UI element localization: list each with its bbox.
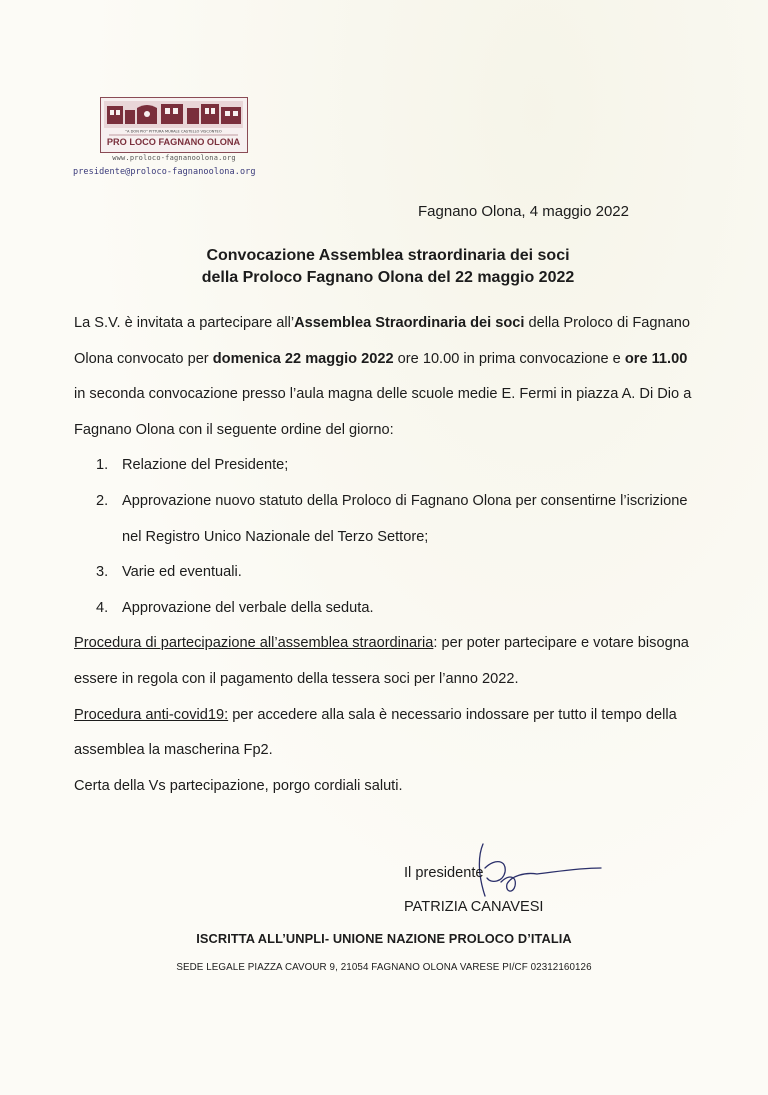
logo-name: PRO LOCO FAGNANO OLONA	[106, 137, 241, 147]
closing-line: Certa della Vs partecipazione, porgo cordiali saluti.	[74, 777, 403, 794]
proloco-logo	[100, 97, 248, 153]
footer-affiliation: ISCRITTA ALL’UNPLI- UNIONE NAZIONE PROLOCO D’ITALIA	[196, 931, 572, 946]
letter-date: Fagnano Olona, 4 maggio 2022	[418, 203, 629, 220]
agenda-number: 3.	[96, 564, 109, 581]
covid-procedure-label: Procedura anti-covid19:	[74, 706, 229, 723]
intro-text-1: La S.V. è invitata a partecipare all’	[74, 315, 295, 331]
castle-mural-icon	[101, 98, 246, 151]
intro-paragraph	[74, 306, 694, 448]
title-line-2: della Proloco Fagnano Olona del 22 maggio 2022	[201, 269, 575, 286]
agenda-number: 4.	[96, 599, 109, 616]
participation-procedure-text: : per poter partecipare e votare bisogna essere in regola con il pagamento della tessera soci per l’anno 2022.	[74, 635, 689, 687]
intro-bold-time: ore 11.00	[624, 350, 688, 367]
title-line-1: Convocazione Assemblea straordinaria dei soci	[206, 247, 570, 264]
agenda-text: Varie ed eventuali.	[122, 564, 242, 581]
participation-procedure	[74, 626, 694, 697]
agenda-text: Relazione del Presidente;	[122, 457, 289, 474]
covid-procedure-text: per accedere alla sala è necessario indossare per tutto il tempo della assemblea la mascherina Fp2.	[74, 706, 677, 759]
agenda-number: 2.	[96, 492, 109, 509]
letter-body	[74, 306, 694, 804]
intro-bold-assembly: Assemblea Straordinaria dei soci	[294, 315, 525, 331]
logo-tagline: "A DON PIO" PITTURA MURALE CASTELLO VISCONTEO	[125, 129, 222, 134]
agenda-text: Approvazione del verbale della seduta.	[122, 599, 374, 616]
intro-text-2: della Proloco di Fagnano Olona convocato per	[74, 315, 690, 367]
letter-title	[0, 245, 768, 289]
agenda-number: 1.	[96, 457, 109, 474]
contact-email: presidente@proloco-fagnanoolona.org	[73, 167, 256, 177]
signature-block	[404, 856, 543, 924]
intro-text-4: in seconda convocazione presso l’aula magna delle scuole medie E. Fermi in piazza A. Di Dio a Fagnano Olona con il seguente ordine del giorno:	[74, 386, 692, 438]
agenda-item	[74, 484, 694, 555]
footer-legal-address: SEDE LEGALE PIAZZA CAVOUR 9, 21054 FAGNANO OLONA VARESE PI/CF 02312160126	[176, 962, 592, 973]
agenda-text: Approvazione nuovo statuto della Proloco di Fagnano Olona per consentirne l’iscrizione nel Registro Unico Nazionale del Terzo Settore;	[122, 492, 688, 545]
signature-name: PATRIZIA CANAVESI	[404, 899, 544, 915]
signature-role: Il presidente	[404, 865, 484, 881]
agenda-item	[74, 555, 694, 591]
agenda-list	[74, 448, 694, 626]
website-url: www.proloco-fagnanoolona.org	[112, 154, 236, 162]
agenda-item	[74, 591, 694, 627]
covid-procedure	[74, 698, 694, 769]
intro-bold-date: domenica 22 maggio 2022	[212, 350, 394, 367]
intro-text-3: ore 10.00 in prima convocazione e	[393, 350, 625, 367]
agenda-item	[74, 448, 694, 484]
participation-procedure-label: Procedura di partecipazione all’assemblea straordinaria	[74, 635, 434, 652]
